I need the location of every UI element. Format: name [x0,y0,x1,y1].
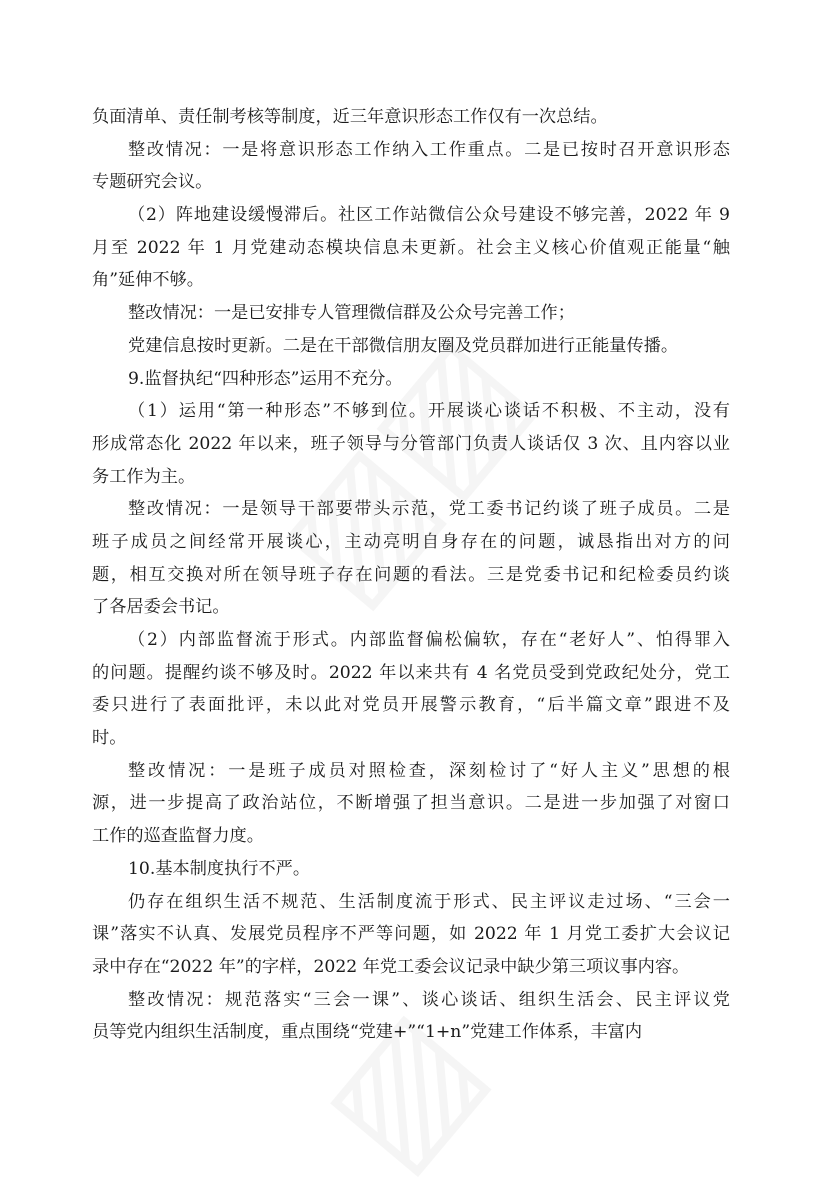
paragraph [92,101,730,134]
text-line: 整改情况：一是领导干部要带头示范，党工委书记约谈了班子成员。二是 [128,499,730,520]
text-line: 角”延伸不够。 [92,270,204,291]
text-line: 整改情况：一是班子成员对照检查，深刻检讨了“好人主义”思想的根 [128,760,730,781]
text-line: 仍存在组织生活不规范、生活制度流于形式、民主评议走过场、“三会一 [128,891,730,912]
paragraph [92,984,730,1049]
text-line: 专题研究会议。 [92,172,213,193]
paragraph [92,134,730,199]
text-line: 党建信息按时更新。二是在干部微信朋友圈及党员群加进行正能量传播。 [128,335,679,356]
paragraph [92,330,730,363]
text-line: 整改情况：规范落实“三会一课”、谈心谈话、组织生活会、民主评议党 [128,989,730,1010]
text-line: 员等党内组织生活制度，重点围绕“党建+”“1+n”党建工作体系，丰富内 [92,1022,643,1043]
paragraph [92,886,730,984]
text-line: 整改情况：一是已安排专人管理微信群及公众号完善工作； [128,303,575,324]
text-line: 班子成员之间经常开展谈心，主动亮明自身存在的问题，诚恳指出对方的问 [92,531,730,552]
text-line: 的问题。提醒约谈不够及时。2022 年以来共有 4 名党员受到党政纪处分，党工 [92,662,730,683]
text-line: 课”落实不认真、发展党员程序不严等问题，如 2022 年 1 月党工委扩大会议记 [92,924,730,945]
text-line: 时。 [92,728,127,749]
paragraph [92,297,730,330]
text-line: 务工作为主。 [92,466,196,487]
text-line: （2）阵地建设缓慢滞后。社区工作站微信公众号建设不够完善，2022 年 9 [128,205,730,226]
text-line: 工作的巡查监督力度。 [92,826,264,847]
text-line: 整改情况：一是将意识形态工作纳入工作重点。二是已按时召开意识形态 [128,139,730,160]
paragraph [92,395,730,493]
paragraph [92,493,730,624]
text-line: 了各居委会书记。 [92,597,230,618]
text-line: 委只进行了表面批评，未以此对党员开展警示教育，“后半篇文章”跟进不及 [92,695,730,716]
text-line: 月至 2022 年 1 月党建动态模块信息未更新。社会主义核心价值观正能量“触 [92,237,730,258]
text-line: 题，相互交换对所在领导班子存在问题的看法。三是党委书记和纪检委员约谈 [92,564,730,585]
text-line: 录中存在“2022 年”的字样，2022 年党工委会议记录中缺少第三项议事内容。 [92,956,690,977]
paragraph [92,363,730,396]
text-line: （1）运用“第一种形态”不够到位。开展谈心谈话不积极、不主动，没有 [128,401,730,422]
text-line: 10.基本制度执行不严。 [128,858,311,879]
text-line: 源，进一步提高了政治站位，不断增强了担当意识。二是进一步加强了对窗口 [92,793,730,814]
paragraph [92,624,730,755]
text-line: 负面清单、责任制考核等制度，近三年意识形态工作仅有一次总结。 [92,107,608,127]
text-line: 9.监督执纪“四种形态”运用不充分。 [128,368,403,389]
paragraph [92,199,730,297]
text-line: 形成常态化 2022 年以来，班子领导与分管部门负责人谈话仅 3 次、且内容以业 [92,433,730,454]
text-line: （2）内部监督流于形式。内部监督偏松偏软，存在“老好人”、怕得罪入 [128,630,730,650]
paragraph [92,853,730,886]
paragraph [92,755,730,853]
document-body [92,101,730,1049]
